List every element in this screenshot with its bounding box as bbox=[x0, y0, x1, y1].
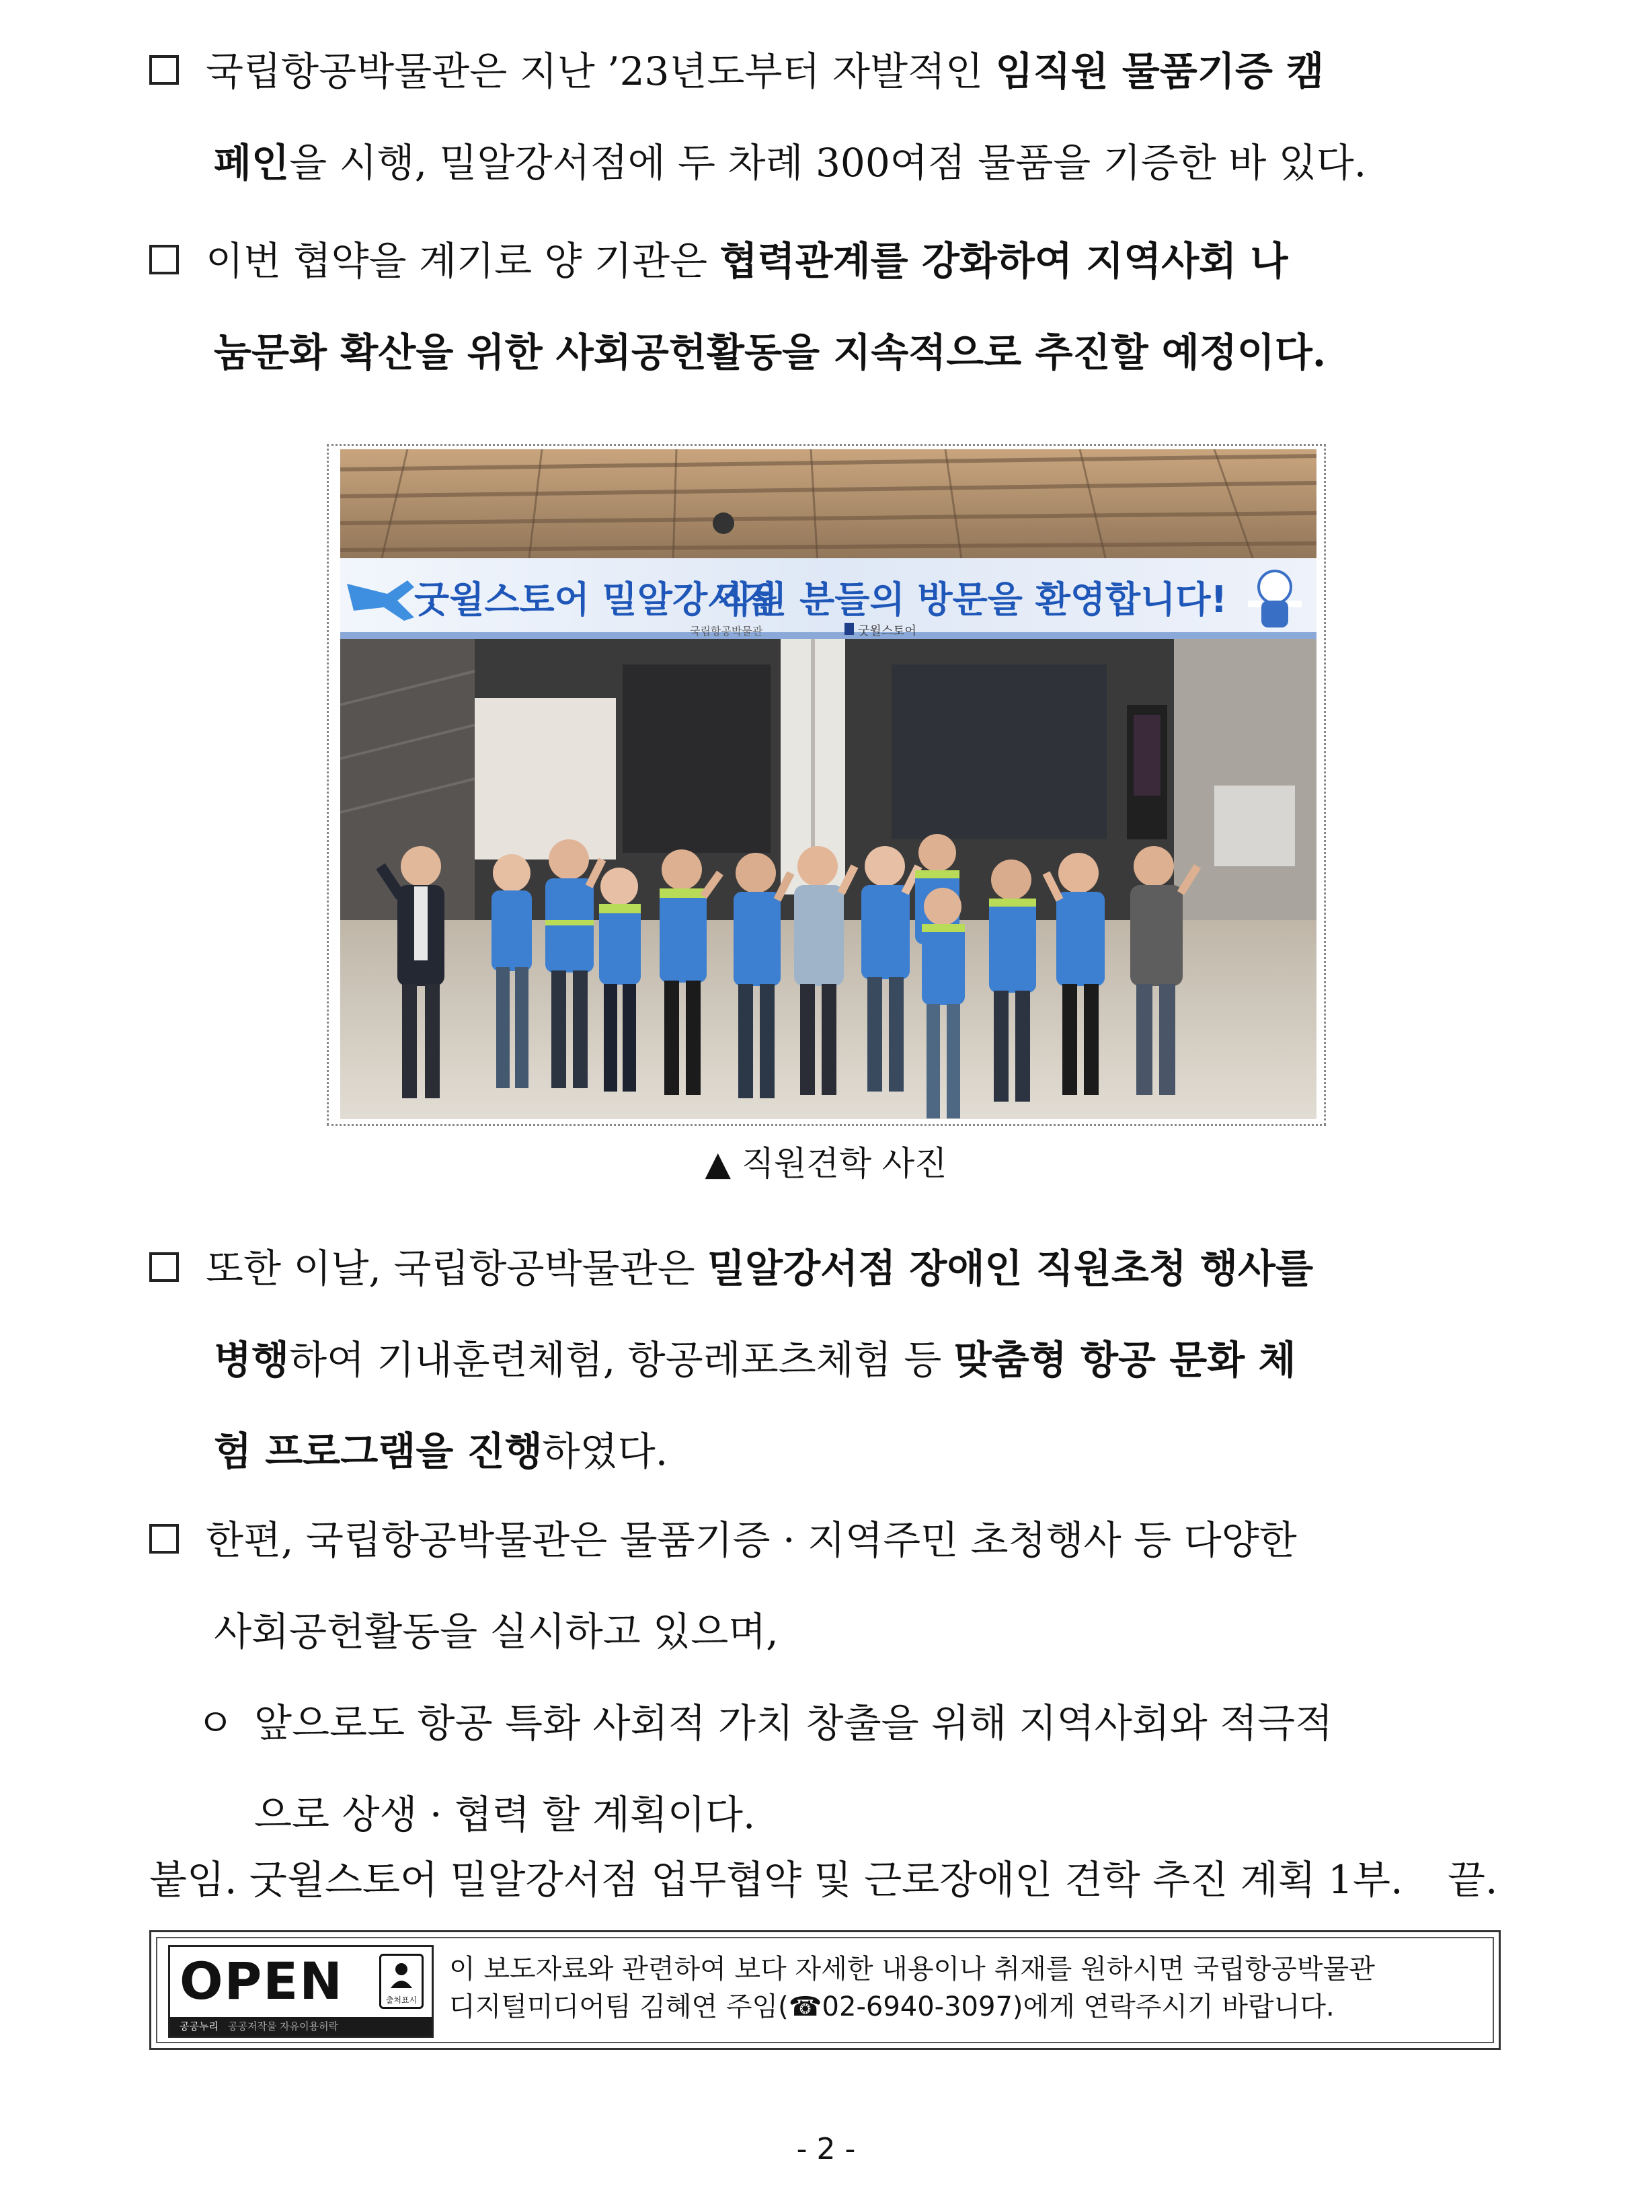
paragraph-line: 이번 협약을 계기로 양 기관은 협력관계를 강화하여 지역사회 나 bbox=[206, 238, 1288, 284]
kogl-open-license-logo bbox=[168, 1945, 434, 2038]
banner-subtitle: 직원 분들의 방문을 환영합니다! bbox=[717, 578, 1228, 621]
group-photo bbox=[340, 449, 1316, 1119]
contact-text bbox=[449, 1950, 1485, 2026]
paragraph-social-contribution bbox=[149, 1494, 1501, 1677]
square-bullet-icon bbox=[149, 1252, 179, 1282]
attribution-badge-label: 출처표시 bbox=[385, 1995, 418, 2005]
end-mark: 끝. bbox=[1447, 1857, 1498, 1903]
open-license-strip bbox=[170, 2017, 432, 2036]
paragraph-cooperation bbox=[149, 215, 1501, 398]
sub-bullet-marker: ㅇ bbox=[196, 1700, 235, 1746]
paragraph-line: 페인을 시행, 밀알강서점에 두 차례 300여점 물품을 기증한 바 있다. bbox=[214, 140, 1367, 186]
attachment-text: 붙임. 굿윌스토어 밀알강서점 업무협약 및 근로장애인 견학 추진 계획 1부. bbox=[149, 1857, 1403, 1903]
paragraph-line: 사회공헌활동을 실시하고 있으며, bbox=[214, 1609, 779, 1654]
sub-item-future-plan bbox=[196, 1677, 1501, 1860]
attribution-badge-icon bbox=[379, 1954, 424, 2009]
square-bullet-icon bbox=[149, 55, 179, 85]
paragraph-line: 병행하여 기내훈련체험, 항공레포츠체험 등 맞춤형 항공 문화 체 bbox=[214, 1337, 1296, 1383]
paragraph-donation-campaign bbox=[149, 26, 1501, 208]
photo-caption: ▲ 직원견학 사진 bbox=[705, 1144, 947, 1183]
contact-line-1: 이 보도자료와 관련하여 보다 자세한 내용이나 취재를 원하시면 국립항공박물관 bbox=[449, 1954, 1375, 1985]
open-strip-sub: 공공저작물 자유이용허락 bbox=[227, 2020, 339, 2032]
paragraph-line: 또한 이날, 국립항공박물관은 밀알강서점 장애인 직원초청 행사를 bbox=[206, 1246, 1314, 1291]
open-strip-label: 공공누리 bbox=[180, 2020, 219, 2032]
paragraph-line: 앞으로도 항공 특화 사회적 가치 창출을 위해 지역사회와 적극적 bbox=[254, 1700, 1333, 1746]
banner-logo-goodwill: 굿윌스토어 bbox=[858, 624, 916, 638]
open-label: OPEN bbox=[180, 1951, 344, 2011]
paragraph-line: 눔문화 확산을 위한 사회공헌활동을 지속적으로 추진할 예정이다. bbox=[214, 330, 1327, 375]
paragraph-line: 으로 상생 · 협력 할 계획이다. bbox=[254, 1792, 756, 1837]
banner-title: 굿윌스토어 밀알강서점 bbox=[414, 578, 778, 621]
paragraph-invitation-event bbox=[149, 1223, 1501, 1497]
page-number: - 2 - bbox=[796, 2132, 856, 2166]
paragraph-line: 험 프로그램을 진행하였다. bbox=[214, 1428, 668, 1474]
group-photo-illustration bbox=[340, 449, 1316, 1119]
banner-logo-museum: 국립항공박물관 bbox=[690, 625, 763, 638]
paragraph-line: 국립항공박물관은 지난 ’23년도부터 자발적인 임직원 물품기증 캠 bbox=[206, 48, 1325, 94]
paragraph-line: 한편, 국립항공박물관은 물품기증 · 지역주민 초청행사 등 다양한 bbox=[206, 1517, 1297, 1563]
contact-line-2: 디지털미디어팀 김혜연 주임(☎02-6940-3097)에게 연락주시기 바랍니다. bbox=[449, 1991, 1335, 2022]
square-bullet-icon bbox=[149, 245, 179, 274]
attachment-line bbox=[149, 1853, 1501, 1907]
square-bullet-icon bbox=[149, 1524, 179, 1554]
